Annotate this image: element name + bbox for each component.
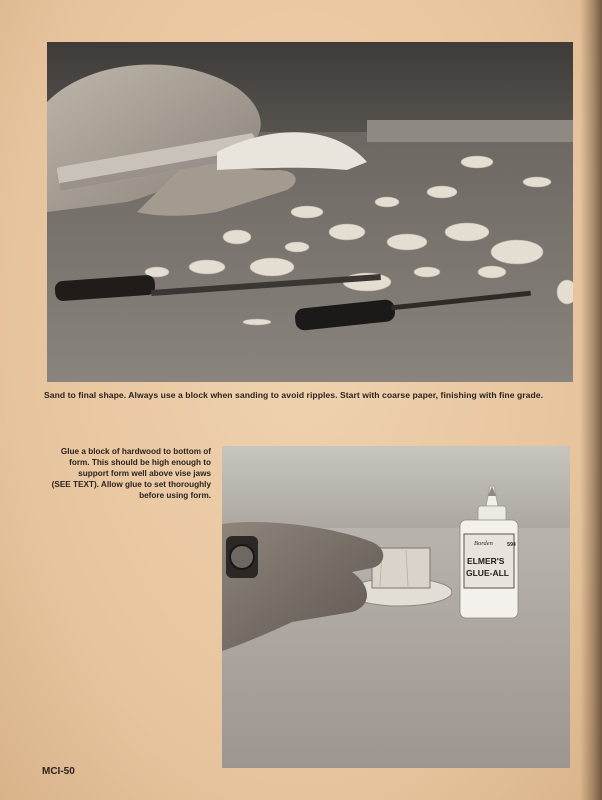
page-number: MCI-50	[42, 766, 75, 777]
glue-block-caption	[38, 446, 211, 501]
glue-block-caption-line: form. This should be high enough to	[69, 458, 211, 467]
glue-bottle-product-line-1: ELMER'S	[467, 556, 505, 566]
glue-block-caption-line: before using form.	[139, 491, 211, 500]
sanding-photo	[47, 42, 573, 382]
glue-block-photo	[222, 446, 570, 768]
glue-bottle-brand: Borden	[474, 540, 493, 547]
glue-bottle-price: 59¢	[507, 542, 517, 548]
sanding-photo-image	[47, 42, 573, 382]
glue-block-caption-line: Glue a block of hardwood to bottom of	[60, 447, 211, 456]
page-binding-shadow	[580, 0, 602, 800]
glue-block-caption-line: support form well above vise jaws	[78, 469, 211, 478]
glue-block-caption-line: (SEE TEXT). Allow glue to set thoroughly	[51, 480, 211, 489]
glue-block-photo-image	[222, 446, 570, 768]
sanding-caption: Sand to final shape. Always use a block when sanding to avoid ripples. Start with coarse paper, finishing with fine grade.	[44, 390, 544, 400]
glue-bottle-product-line-2: GLUE-ALL	[466, 568, 509, 578]
